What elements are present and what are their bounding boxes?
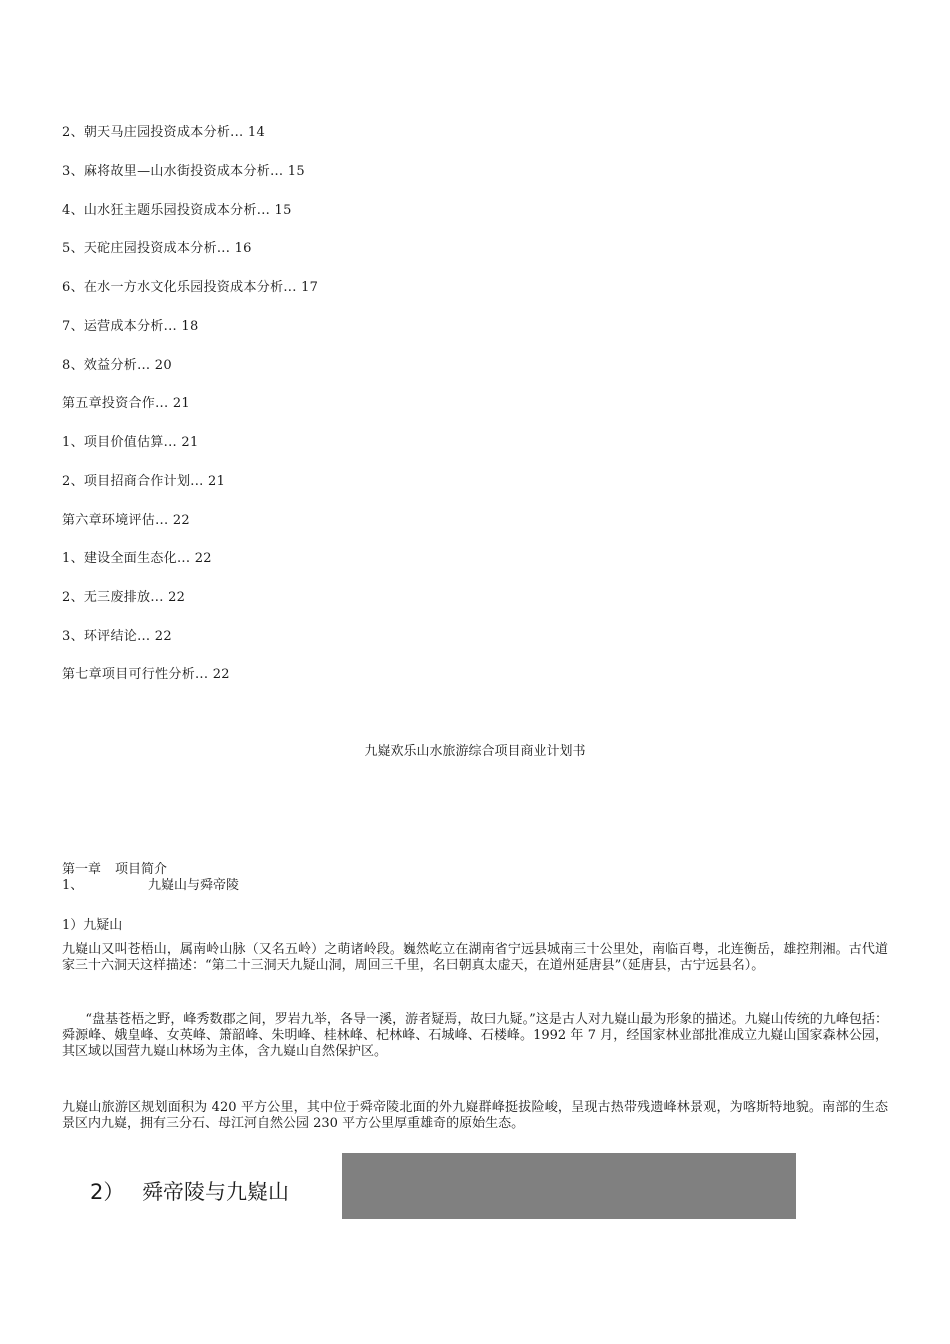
chapter-number: 第一章 — [62, 862, 102, 877]
body-paragraph: “盘基苍梧之野，峰秀数郡之间，罗岩九举，各导一溪，游者疑焉，故曰九疑。”这是古人对九嶷山最为形象的描述。九嶷山传统的九峰包括：舜源峰、娥皇峰、女英峰、箫韶峰、朱明峰、桂林峰、杞林峰、石城峰、石楼峰。1992 年 7 月，经国家林业部批准成立九嶷山国家森林公园，其区域以国营九嶷山林场为主体，含九嶷山自然保护区。 — [62, 1012, 888, 1059]
subsection-number: 2） — [90, 1180, 125, 1204]
toc-entry[interactable]: 8、效益分析... 20 — [62, 358, 172, 373]
toc-entry[interactable]: 4、山水狂主题乐园投资成本分析... 15 — [62, 203, 292, 218]
toc-entry[interactable]: 第七章项目可行性分析... 22 — [62, 667, 230, 682]
subsection-heading: 1）九疑山 — [62, 918, 123, 933]
toc-entry[interactable]: 3、麻将故里—山水街投资成本分析... 15 — [62, 164, 305, 179]
chapter-heading — [62, 862, 167, 878]
toc-entry[interactable]: 6、在水一方水文化乐园投资成本分析... 17 — [62, 280, 319, 295]
toc-entry[interactable]: 2、朝天马庄园投资成本分析... 14 — [62, 125, 266, 140]
section-title: 九嶷山与舜帝陵 — [148, 878, 240, 893]
toc-entry[interactable]: 1、项目价值估算... 21 — [62, 435, 199, 450]
body-paragraph: 九嶷山又叫苍梧山，属南岭山脉（又名五岭）之萌诸岭段。巍然屹立在湖南省宁远县城南三十公里处，南临百粤，北连衡岳，雄控荆湘。古代道家三十六洞天这样描述：“第二十三洞天九疑山洞，周回三千里，名曰朝真太虚天，在道州延唐县”（延唐县，古宁远县名）。 — [62, 942, 888, 973]
toc-entry[interactable]: 第六章环境评估... 22 — [62, 513, 190, 528]
section-number: 1、 — [62, 878, 84, 893]
toc-entry[interactable]: 1、建设全面生态化... 22 — [62, 551, 212, 566]
subsection-heading-large — [90, 1178, 289, 1206]
chapter-title: 项目简介 — [115, 862, 168, 877]
toc-entry[interactable]: 3、环评结论... 22 — [62, 629, 172, 644]
toc-entry[interactable]: 2、项目招商合作计划... 21 — [62, 474, 226, 489]
body-paragraph: 九嶷山旅游区规划面积为 420 平方公里，其中位于舜帝陵北面的外九嶷群峰挺拔险峻，呈现古热带残遗峰林景观，为喀斯特地貌。南部的生态景区内九嶷，拥有三分石、母江河自然公园 230 平方公里厚重雄奇的原始生态。 — [62, 1100, 888, 1131]
subsection-title: 舜帝陵与九嶷山 — [142, 1180, 289, 1204]
toc-entry[interactable]: 5、天砣庄园投资成本分析... 16 — [62, 241, 252, 256]
document-title: 九嶷欢乐山水旅游综合项目商业计划书 — [364, 744, 586, 759]
section-heading — [62, 878, 239, 894]
toc-entry[interactable]: 第五章投资合作... 21 — [62, 396, 190, 411]
toc-entry[interactable]: 2、无三废排放... 22 — [62, 590, 186, 605]
toc-entry[interactable]: 7、运营成本分析... 18 — [62, 319, 199, 334]
image-placeholder — [342, 1153, 796, 1219]
